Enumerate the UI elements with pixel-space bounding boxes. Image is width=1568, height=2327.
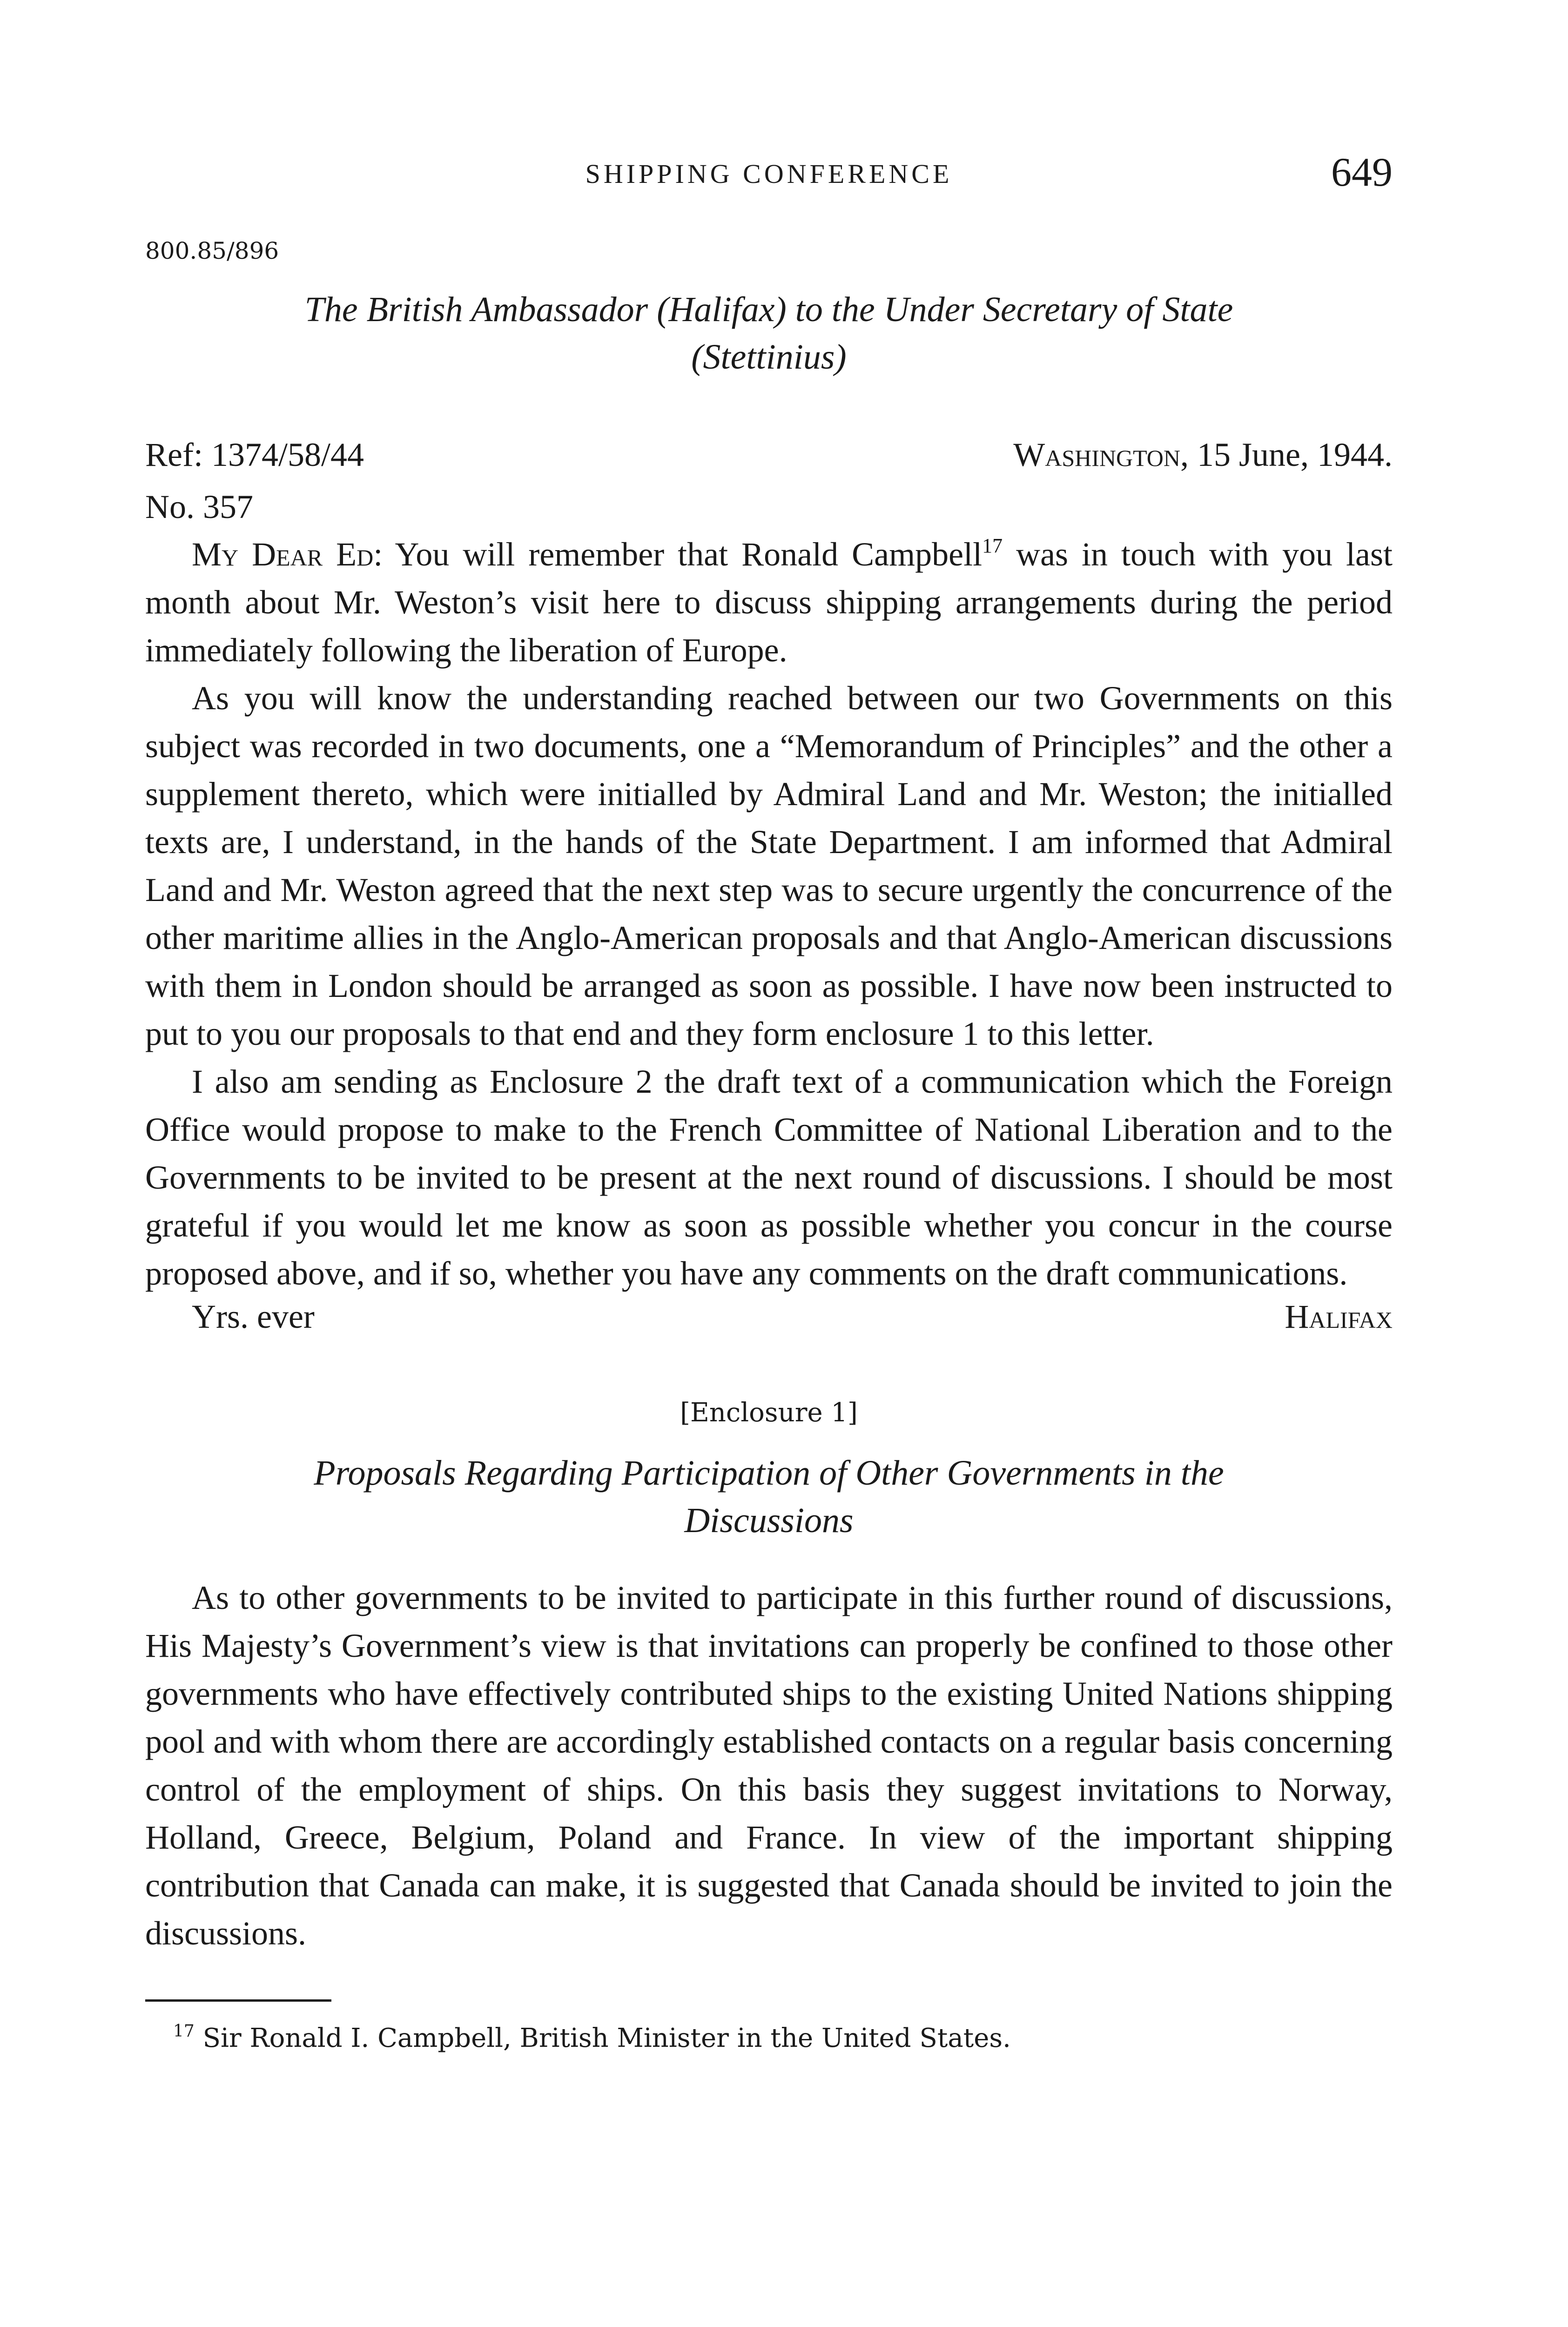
dateline (1013, 436, 1393, 474)
letter-number: No. 357 (145, 488, 253, 525)
enclosure-body (145, 1574, 1393, 1957)
letter-meta (145, 436, 1393, 483)
salutation: My Dear Ed (192, 536, 374, 573)
file-number: 800.85/896 (145, 237, 279, 264)
enclosure-label: [Enclosure 1] (680, 1398, 858, 1428)
enclosure-title-line1: Proposals Regarding Participation of Other Governments in the (314, 1453, 1224, 1493)
paragraph-1-a: : You will remember that Ronald Campbell (373, 536, 983, 573)
signature: Halifax (1285, 1298, 1393, 1335)
paragraph-3: I also am sending as Enclosure 2 the draft text of a communication which the Foreign Office would propose to make to the French Committee of National Liberation and to the Governments to be invited to be present at the next round of discussions. I should be most grateful if you would let me know as soon as possible whether you concur in the course proposed above, and if so, whether you have any comments on the draft communications. (145, 1063, 1393, 1292)
reference: Ref: 1374/58/44 (145, 436, 364, 473)
footnote (145, 2023, 1393, 2053)
running-title: SHIPPING CONFERENCE (585, 159, 953, 189)
paragraph-2: As you will know the understanding reached between our two Governments on this subject was recorded in two documents, one a “Memorandum of Principles” and the other a supplement thereto, which were initialled by Admiral Land and Mr. Weston; the initialled texts are, I understand, in the hands of the State Department. I am informed that Admiral Land and Mr. Weston agreed that the next step was to secure urgently the concurrence of the other maritime allies in the Anglo-American proposals and that Anglo-American discussions with them in London should be arranged as soon as possible. I have now been instructed to put to you our proposals to that end and they form enclosure 1 to this letter. (145, 679, 1393, 1052)
footnote-text: Sir Ronald I. Campbell, British Minister in the United States. (194, 2023, 1011, 2053)
footnote-number: 17 (173, 2022, 195, 2041)
running-head (145, 140, 1393, 195)
letter-title-line2: (Stettinius) (691, 337, 847, 377)
footnote-marker: 17 (982, 534, 1003, 557)
enclosure-title-line2: Discussions (684, 1501, 854, 1540)
paragraph-1-b: was in touch with you last month about Mr. Weston’s visit here to discuss shipping arrangements during the period immediately following the liberation of Europe. (145, 536, 1393, 669)
enclosure-paragraph: As to other governments to be invited to participate in this further round of discussions, His Majesty’s Government’s view is that invitations can properly be confined to those other governments who have effectively contributed ships to the existing United Nations shipping pool and with whom there are accordingly established contacts on a regular basis concerning control of the employment of ships. On this basis they suggest invitations to Norway, Holland, Greece, Belgium, Poland and France. In view of the important shipping contribution that Canada can make, it is suggested that Canada should be invited to join the discussions. (145, 1579, 1393, 1952)
footnote-divider (145, 1999, 331, 2002)
closing-row (145, 1298, 1393, 1345)
date: , 15 June, 1944. (1180, 436, 1393, 473)
page-number: 649 (1331, 150, 1393, 195)
document-page (145, 140, 1393, 2053)
paragraph-1 (145, 531, 1393, 674)
letter-title-line1: The British Ambassador (Halifax) to the Under Secretary of State (304, 290, 1233, 329)
place: Washington (1013, 436, 1181, 473)
closing: Yrs. ever (192, 1298, 315, 1335)
letter-title (145, 286, 1393, 381)
enclosure-title (145, 1449, 1393, 1544)
